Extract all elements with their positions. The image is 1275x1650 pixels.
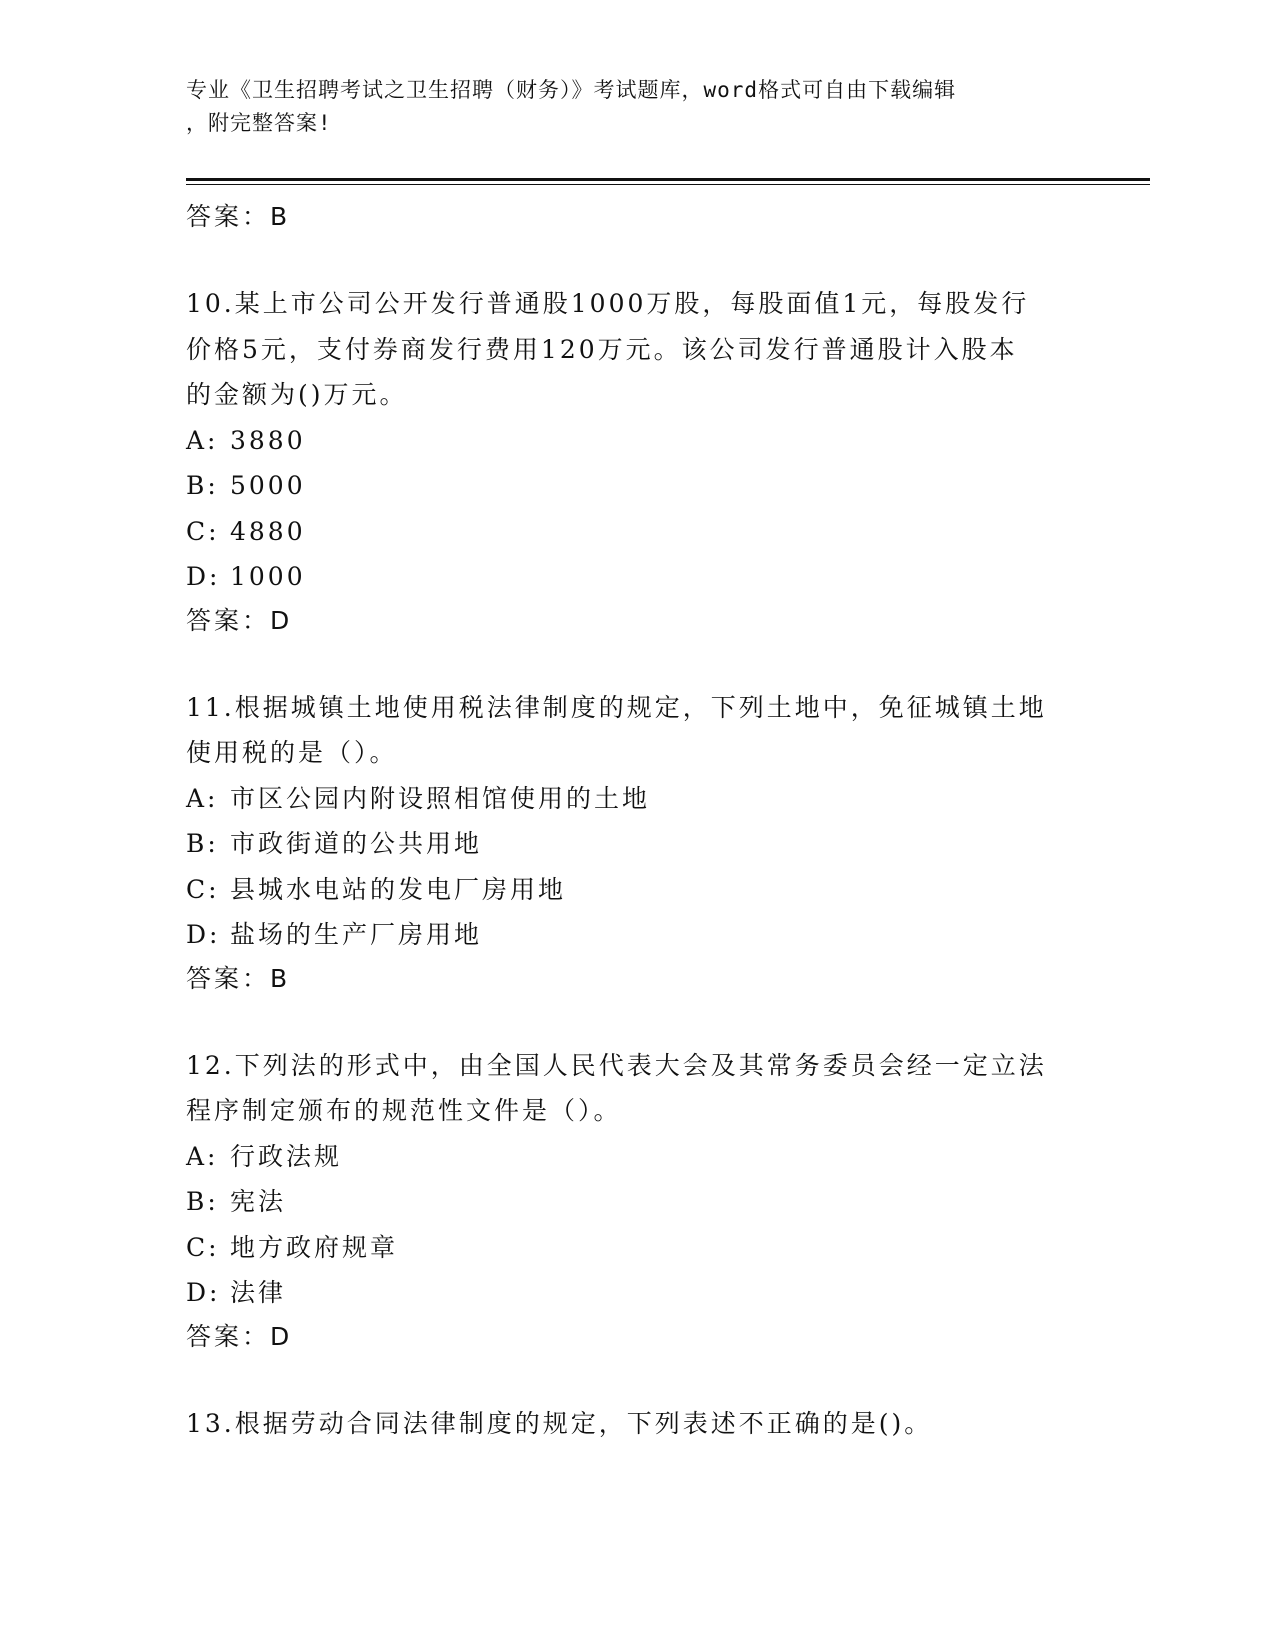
option-text: 县城水电站的发电厂房用地 xyxy=(230,874,567,904)
answer-option xyxy=(186,912,1086,958)
option-text: 盐场的生产厂房用地 xyxy=(230,920,483,949)
header-rule-thin xyxy=(186,184,1150,185)
option-letter: B: xyxy=(186,471,219,500)
option-letter: C: xyxy=(186,874,220,904)
question-stem-line: 10.某上市公司公开发行普通股1000万股，每股面值1元，每股发行 xyxy=(186,289,1030,318)
question-stem-line: 12.下列法的形式中，由全国人民代表大会及其常务委员会经一定立法 xyxy=(186,1050,1047,1080)
option-text: 市区公园内附设照相馆使用的土地 xyxy=(230,783,651,813)
answer-option xyxy=(186,821,1086,867)
option-text: 法律 xyxy=(230,1278,287,1307)
question-stem-line: 11.根据城镇土地使用税法律制度的规定，下列土地中，免征城镇土地 xyxy=(186,692,1047,722)
question-stem-line: 价格5元，支付券商发行费用120万元。该公司发行普通股计入股本 xyxy=(186,334,1018,364)
document-header xyxy=(186,74,1086,140)
answer-line: 答案：B xyxy=(186,963,291,993)
option-letter: C: xyxy=(186,516,220,546)
option-letter: A: xyxy=(186,783,219,813)
option-text: 行政法规 xyxy=(230,1141,343,1171)
answer-line: 答案：B xyxy=(186,202,291,231)
question-list xyxy=(186,196,1086,1446)
option-letter: D: xyxy=(186,1278,221,1307)
answer-line: 答案：D xyxy=(186,605,293,635)
question-stem-line: 使用税的是（）。 xyxy=(186,738,398,767)
option-text: 市政街道的公共用地 xyxy=(230,829,483,858)
answer-option xyxy=(186,867,1086,913)
option-letter: A: xyxy=(186,1141,219,1171)
option-text: 宪法 xyxy=(230,1187,287,1216)
answer-option xyxy=(186,1134,1086,1180)
answer-option xyxy=(186,1225,1086,1271)
answer-option xyxy=(186,418,1086,464)
option-letter: A: xyxy=(186,425,219,455)
answer-option xyxy=(186,554,1086,600)
question-stem-line: 13.根据劳动合同法律制度的规定，下列表述不正确的是()。 xyxy=(186,1408,933,1438)
answer-line: 答案：D xyxy=(186,1321,293,1351)
option-letter: B: xyxy=(186,1187,219,1216)
question-block xyxy=(186,281,1086,642)
option-letter: C: xyxy=(186,1232,220,1262)
questions-container xyxy=(186,281,1086,1446)
option-text: 4880 xyxy=(230,516,306,546)
header-rule-thick xyxy=(186,178,1150,181)
option-text: 3880 xyxy=(230,425,306,455)
option-text: 5000 xyxy=(230,471,306,500)
answer-option xyxy=(186,1270,1086,1316)
answer-option xyxy=(186,509,1086,555)
question-stem-line: 程序制定颁布的规范性文件是（）。 xyxy=(186,1096,622,1125)
option-text: 1000 xyxy=(230,562,306,591)
option-letter: D: xyxy=(186,562,221,591)
option-letter: D: xyxy=(186,920,221,949)
question-stem-line: 的金额为()万元。 xyxy=(186,380,408,409)
question-block xyxy=(186,1043,1086,1358)
option-text: 地方政府规章 xyxy=(230,1232,399,1262)
question-block xyxy=(186,1401,1086,1447)
answer-option xyxy=(186,1179,1086,1225)
option-letter: B: xyxy=(186,829,219,858)
header-line-2: ，附完整答案! xyxy=(186,111,332,135)
answer-option xyxy=(186,463,1086,509)
header-line-1: 专业《卫生招聘考试之卫生招聘（财务）》考试题库，word格式可自由下载编辑 xyxy=(186,78,957,102)
answer-option xyxy=(186,776,1086,822)
question-block xyxy=(186,685,1086,1000)
